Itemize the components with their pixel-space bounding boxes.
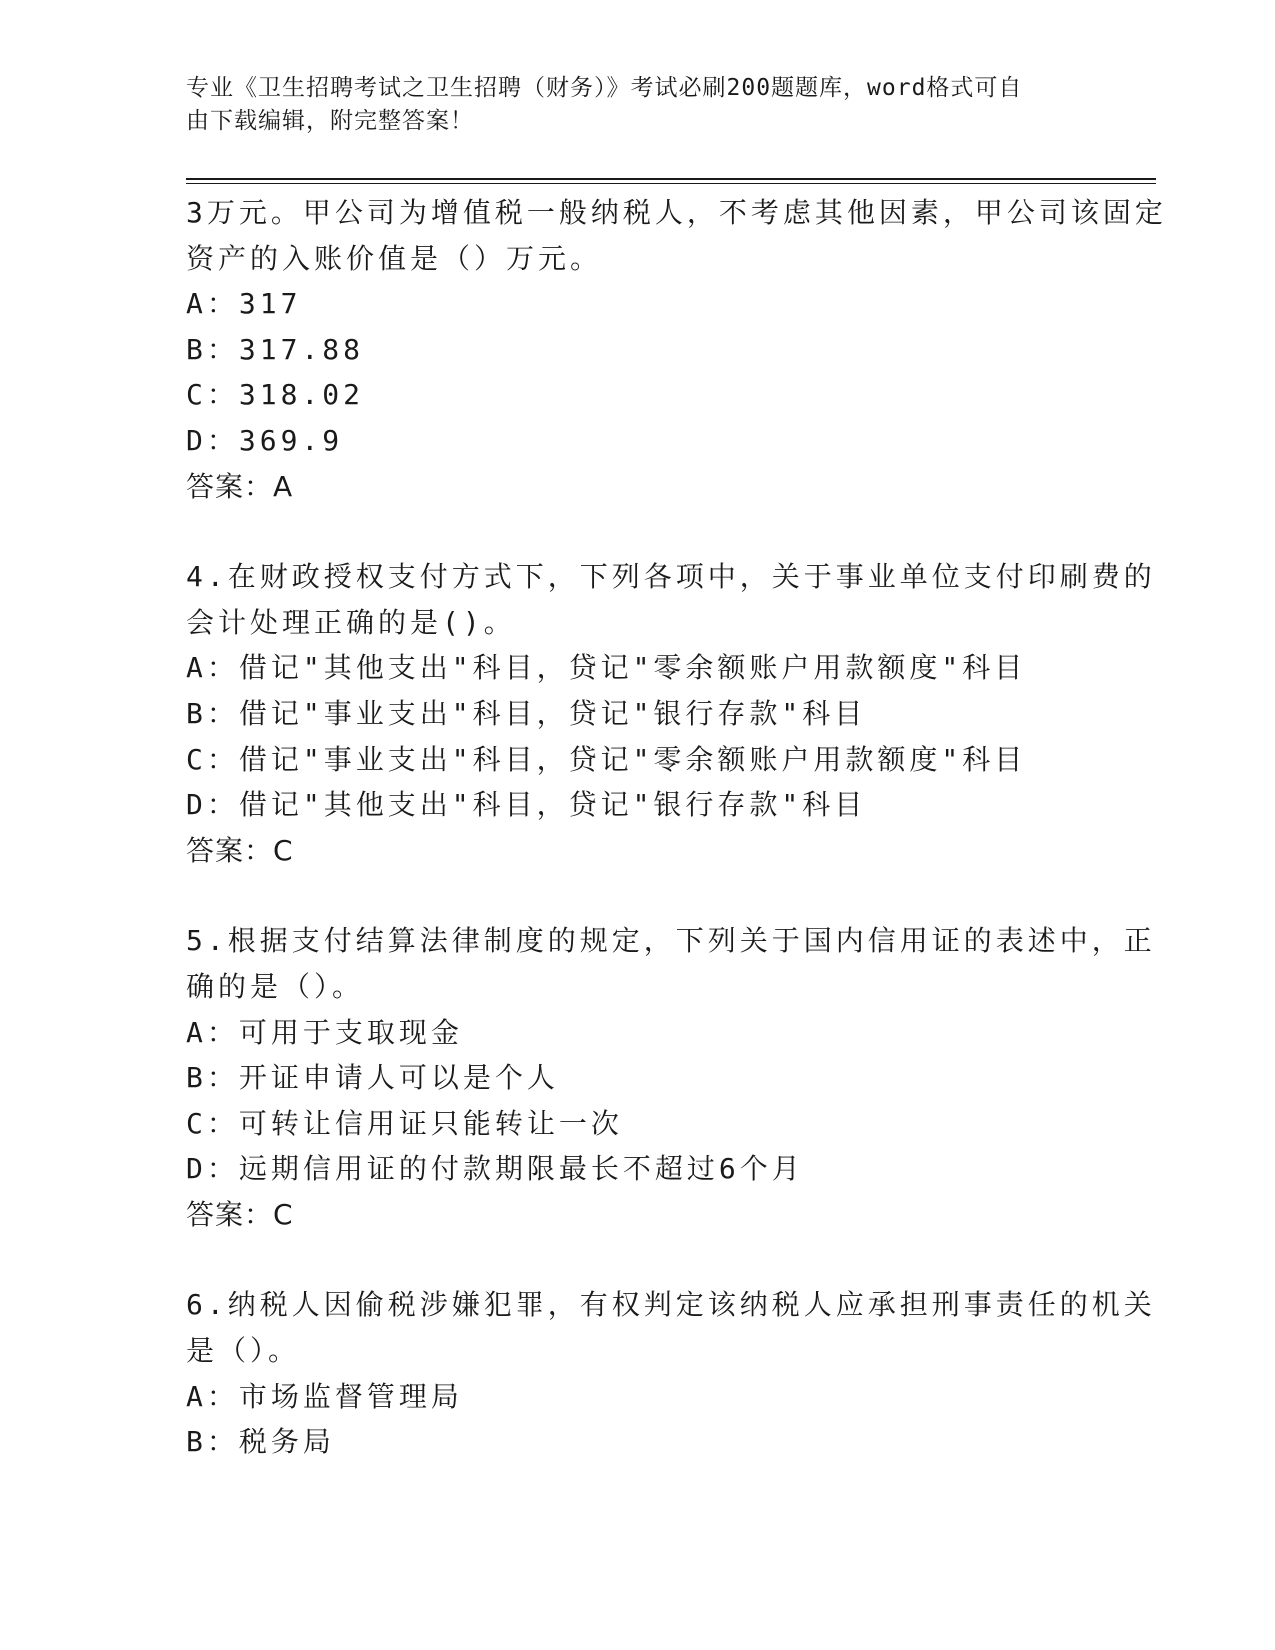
spacer xyxy=(186,509,1086,554)
option-d: D：远期信用证的付款期限最长不超过6个月 xyxy=(186,1152,804,1186)
option-c: C：318.02 xyxy=(186,378,365,412)
question-stem: 会计处理正确的是()。 xyxy=(186,605,516,639)
header-title-line-1: 专业《卫生招聘考试之卫生招聘（财务）》考试必刷200题题库，word格式可自 xyxy=(186,75,1023,101)
question-list xyxy=(186,190,1167,1465)
option-b: B：借记"事业支出"科目，贷记"银行存款"科目 xyxy=(186,696,867,730)
option-c: C：借记"事业支出"科目，贷记"零余额账户用款额度"科目 xyxy=(186,742,1027,776)
answer: 答案：C xyxy=(186,833,294,867)
header-title-line-2: 由下载编辑，附完整答案！ xyxy=(186,108,474,134)
question-5 xyxy=(186,918,1156,1237)
answer: 答案：C xyxy=(186,1197,294,1231)
option-b: B：开证申请人可以是个人 xyxy=(186,1061,559,1095)
spacer xyxy=(186,1237,1086,1282)
option-a: A：317 xyxy=(186,287,302,321)
spacer xyxy=(186,873,1086,918)
header-double-rule xyxy=(186,178,1156,184)
question-stem: 确的是（）。 xyxy=(186,969,365,1003)
option-b: B：税务局 xyxy=(186,1425,335,1459)
option-a: A：可用于支取现金 xyxy=(186,1015,463,1049)
question-stem: 5.根据支付结算法律制度的规定，下列关于国内信用证的表述中，正 xyxy=(186,924,1156,958)
question-stem: 资产的入账价值是（）万元。 xyxy=(186,241,603,275)
question-6 xyxy=(186,1282,1156,1464)
answer: 答案：A xyxy=(186,469,294,503)
question-stem: 6.纳税人因偷税涉嫌犯罪，有权判定该纳税人应承担刑事责任的机关 xyxy=(186,1288,1156,1322)
question-4 xyxy=(186,554,1156,873)
option-c: C：可转让信用证只能转让一次 xyxy=(186,1106,623,1140)
option-d: D：369.9 xyxy=(186,423,344,457)
question-3 xyxy=(186,190,1167,509)
question-stem: 是（）。 xyxy=(186,1334,301,1368)
option-a: A：市场监督管理局 xyxy=(186,1379,463,1413)
option-a: A：借记"其他支出"科目，贷记"零余额账户用款额度"科目 xyxy=(186,651,1027,685)
option-d: D：借记"其他支出"科目，贷记"银行存款"科目 xyxy=(186,788,867,822)
question-stem: 4.在财政授权支付方式下，下列各项中，关于事业单位支付印刷费的 xyxy=(186,560,1156,594)
page-header xyxy=(186,72,1066,138)
question-stem: 3万元。甲公司为增值税一般纳税人，不考虑其他因素，甲公司该固定 xyxy=(186,196,1167,229)
option-b: B：317.88 xyxy=(186,332,365,366)
